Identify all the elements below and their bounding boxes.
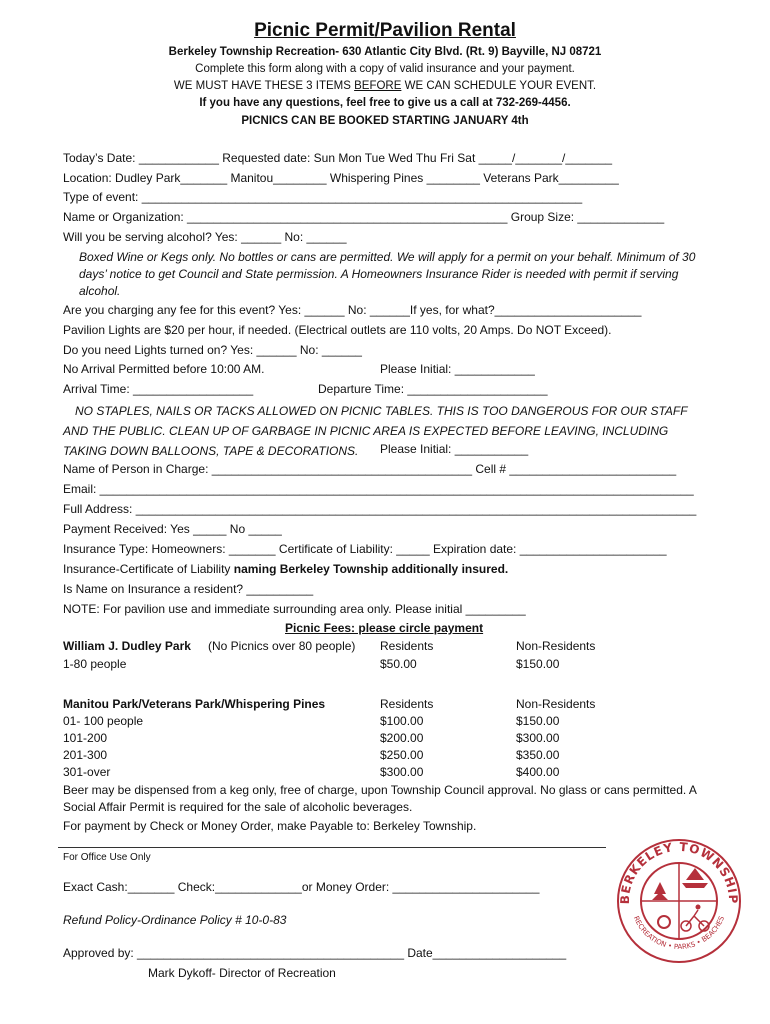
refund-policy: Refund Policy-Ordinance Policy # 10-0-83 [63,913,287,927]
initial-field-1[interactable]: Please Initial: ____________ [380,362,535,376]
booking-line: PICNICS CAN BE BOOKED STARTING JANUARY 4th [241,115,529,127]
note-line[interactable]: NOTE: For pavilion use and immediate surrounding area only. Please initial _________ [63,602,526,616]
seal-top-text: BERKELEY TOWNSHIP [617,839,741,905]
person-in-charge-line[interactable]: Name of Person in Charge: _______________________________________ Cell # _________________________ [63,462,677,476]
arrival-rule: No Arrival Permitted before 10:00 AM. [63,362,265,376]
approved-by-line[interactable]: Approved by: ________________________________________ Date____________________ [63,946,567,960]
resident-fee[interactable]: $250.00 [380,748,424,762]
beer-note: Beer may be dispensed from a keg only, free of charge, upon Township Council approval. No glass or cans permitted. A Social Affair Permit is required for the sale of alcoholic beverages. [63,783,697,814]
fee-range: 101-200 [63,731,108,745]
resident-fee[interactable]: $100.00 [380,714,424,728]
fee-charge-line[interactable]: Are you charging any fee for this event? Yes: ______ No: ______If yes, for what?______________________ [63,303,642,317]
township-seal-logo [616,838,742,964]
cash-check-line[interactable]: Exact Cash:_______ Check:_____________or Money Order: ______________________ [63,880,540,894]
nonresident-fee[interactable]: $150.00 [516,714,560,728]
dudley-resident-fee[interactable]: $50.00 [380,657,417,671]
fee-range: 201-300 [63,748,108,762]
instruction-line: Complete this form along with a copy of valid insurance and your payment. [195,63,575,75]
nonresidents-label: Non-Residents [516,639,596,653]
email-line[interactable]: Email: _________________________________________________________________________________________ [63,482,694,496]
form-title: Picnic Permit/Pavilion Rental [254,20,516,41]
full-address-line[interactable]: Full Address: ____________________________________________________________________________________ [63,502,697,516]
alcohol-note: Boxed Wine or Kegs only. No bottles or cans are permitted. We will apply for a permit on your behalf. Minimum of 30 days’ notice to get Council and State permission. A Homeowners Insurance Rider is needed with permit if serving alcohol. [79,250,696,298]
address-line: Berkeley Township Recreation- 630 Atlantic City Blvd. (Rt. 9) Bayville, NJ 08721 [168,46,602,58]
dudley-nonresident-fee[interactable]: $150.00 [516,657,560,671]
director-name: Mark Dykoff- Director of Recreation [148,966,336,980]
alcohol-line[interactable]: Will you be serving alcohol? Yes: ______ No: ______ [63,230,347,244]
lights-line[interactable]: Do you need Lights turned on? Yes: ______ No: ______ [63,343,362,357]
group-park-name: Manitou Park/Veterans Park/Whispering Pines [63,697,326,711]
residents-label: Residents [380,639,434,653]
nonresident-fee[interactable]: $350.00 [516,748,560,762]
nonresident-fee[interactable]: $300.00 [516,731,560,745]
departure-time-field[interactable]: Departure Time: _____________________ [318,382,548,396]
fees-heading: Picnic Fees: please circle payment [285,621,484,635]
office-divider [58,847,606,848]
resident-fee[interactable]: $200.00 [380,731,424,745]
resident-fee[interactable]: $300.00 [380,765,424,779]
organization-line[interactable]: Name or Organization: ________________________________________________ Group Size: _____________ [63,210,665,224]
staples-note: NO STAPLES, NAILS OR TACKS ALLOWED ON PICNIC TABLES. THIS IS TOO DANGEROUS FOR OUR STAFF AND THE PUBLIC. CLEAN UP OF GARBAGE IN PICNIC AREA IS EXPECTED BEFORE LEAVING, INCLUDING TAKING DOWN BALLOONS, TAPE & DECORATIONS. [63,404,688,458]
residents-label: Residents [380,697,434,711]
nonresident-fee[interactable]: $400.00 [516,765,560,779]
dudley-park-note: (No Picnics over 80 people) [208,639,356,653]
lights-info: Pavilion Lights are $20 per hour, if needed. (Electrical outlets are 110 volts, 20 Amps. Do NOT Exceed). [63,323,612,337]
arrival-time-field[interactable]: Arrival Time: __________________ [63,382,254,396]
fee-range: 01- 100 people [63,714,144,728]
sun-icon [658,916,670,928]
seal-bottom-text: RECREATION • PARKS • BEACHES [631,914,727,952]
event-type-line[interactable]: Type of event: __________________________________________________________________ [63,190,583,204]
certificate-line: Insurance-Certificate of Liability naming Berkeley Township additionally insured. [63,562,509,576]
office-use-label: For Office Use Only [63,852,151,863]
requirements-line: WE MUST HAVE THESE 3 ITEMS BEFORE WE CAN SCHEDULE YOUR EVENT. [173,80,597,92]
insurance-line[interactable]: Insurance Type: Homeowners: _______ Certificate of Liability: _____ Expiration date: ______________________ [63,542,667,556]
dudley-park-name: William J. Dudley Park [63,639,191,653]
fee-range: 301-over [63,765,111,779]
date-line[interactable]: Today’s Date: ____________ Requested date: Sun Mon Tue Wed Thu Fri Sat _____/_______/_______ [63,151,613,165]
questions-line: If you have any questions, feel free to give us a call at 732-269-4456. [199,97,571,109]
resident-line[interactable]: Is Name on Insurance a resident? __________ [63,582,314,596]
nonresidents-label: Non-Residents [516,697,596,711]
payable-line: For payment by Check or Money Order, make Payable to: Berkeley Township. [63,819,477,833]
payment-line[interactable]: Payment Received: Yes _____ No _____ [63,522,282,536]
location-line[interactable]: Location: Dudley Park_______ Manitou________ Whispering Pines ________ Veterans Park_________ [63,171,619,185]
dudley-range: 1-80 people [63,657,127,671]
tree-icon [652,882,668,900]
initial-field-2[interactable]: Please Initial: ___________ [380,442,529,456]
